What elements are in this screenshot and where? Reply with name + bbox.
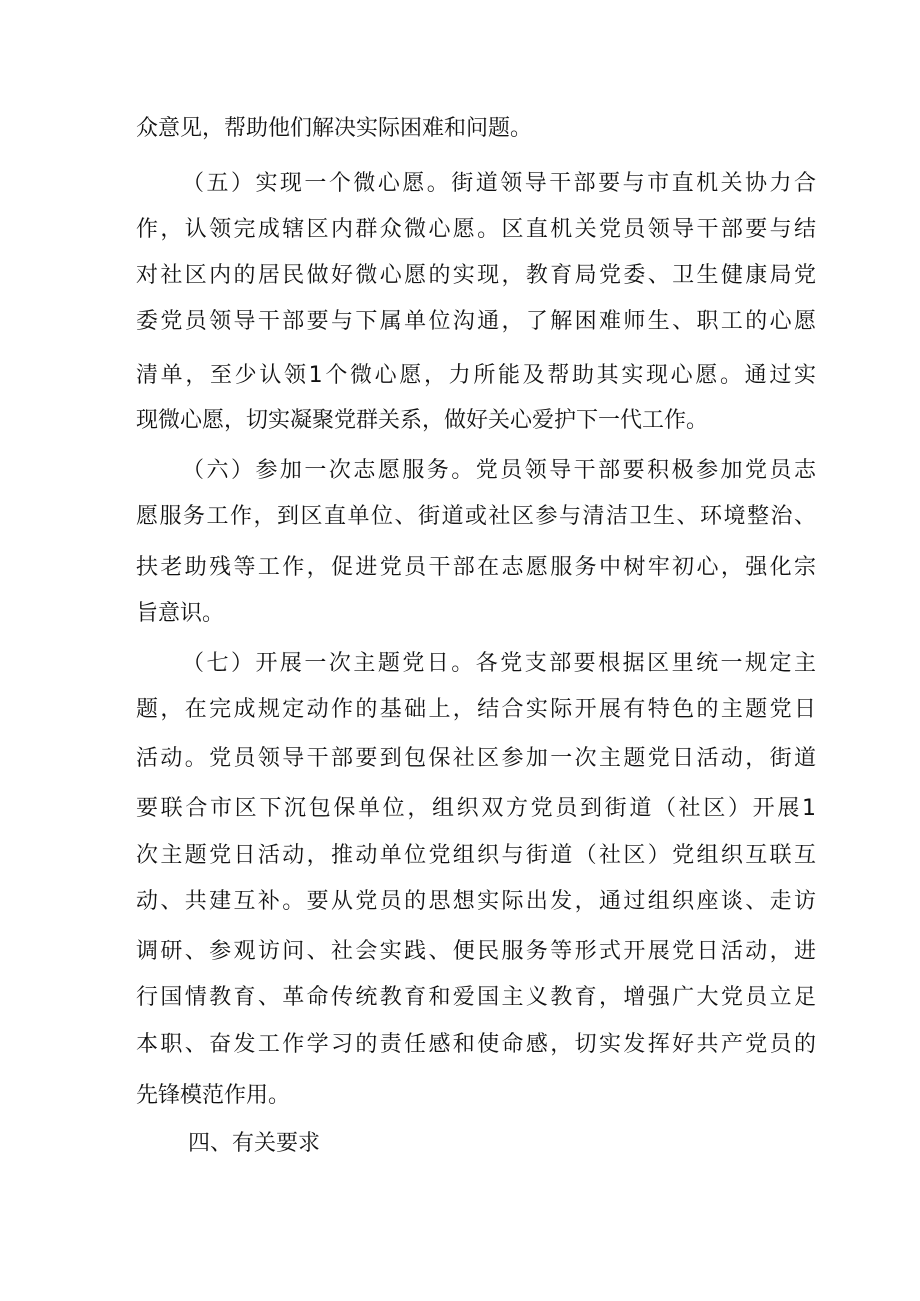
paragraph-line: 作，认领完成辖区内群众微心愿。区直机关党员领导干部要与结 (136, 217, 816, 242)
paragraph-line: 清单，至少认领1个微心愿，力所能及帮助其实现心愿。通过实 (136, 363, 816, 388)
paragraph-line: 愿服务工作，到区直单位、街道或社区参与清洁卫生、环境整治、 (136, 504, 816, 529)
paragraph-line: 本职、奋发工作学习的责任感和使命感，切实发挥好共产党员的 (136, 1032, 816, 1057)
paragraph-line: （六）参加一次志愿服务。党员领导干部要积极参加党员志 (182, 458, 816, 483)
paragraph-line: 众意见，帮助他们解决实际困难和问题。 (136, 116, 533, 141)
paragraph-line: 动、共建互补。要从党员的思想实际出发，通过组织座谈、走访 (136, 889, 816, 914)
paragraph-line: 要联合市区下沉包保单位，组织双方党员到街道（社区）开展1 (136, 796, 816, 821)
paragraph-line: 调研、参观访问、社会实践、便民服务等形式开展党日活动，进 (136, 939, 816, 964)
paragraph-line: 对社区内的居民做好微心愿的实现，教育局党委、卫生健康局党 (136, 263, 816, 288)
paragraph-line: 旨意识。 (136, 601, 225, 626)
paragraph-line: （七）开展一次主题党日。各党支部要根据区里统一规定主 (182, 651, 816, 676)
paragraph-line: 委党员领导干部要与下属单位沟通，了解困难师生、职工的心愿 (136, 309, 816, 334)
paragraph-line: 扶老助残等工作，促进党员干部在志愿服务中树牢初心，强化宗 (136, 555, 816, 580)
paragraph-line: 题，在完成规定动作的基础上，结合实际开展有特色的主题党日 (136, 697, 816, 722)
paragraph-line: 行国情教育、革命传统教育和爱国主义教育，增强广大党员立足 (136, 985, 816, 1010)
paragraph-line: 活动。党员领导干部要到包保社区参加一次主题党日活动，街道 (136, 746, 816, 771)
paragraph-line: 现微心愿，切实凝聚党群关系，做好关心爱护下一代工作。 (136, 408, 709, 433)
paragraph-line: 先锋模范作用。 (136, 1083, 291, 1108)
paragraph-line: 次主题党日活动，推动单位党组织与街道（社区）党组织互联互 (136, 843, 816, 868)
paragraph-line: （五）实现一个微心愿。街道领导干部要与市直机关协力合 (182, 171, 816, 196)
section-heading: 四、有关要求 (188, 1131, 321, 1156)
